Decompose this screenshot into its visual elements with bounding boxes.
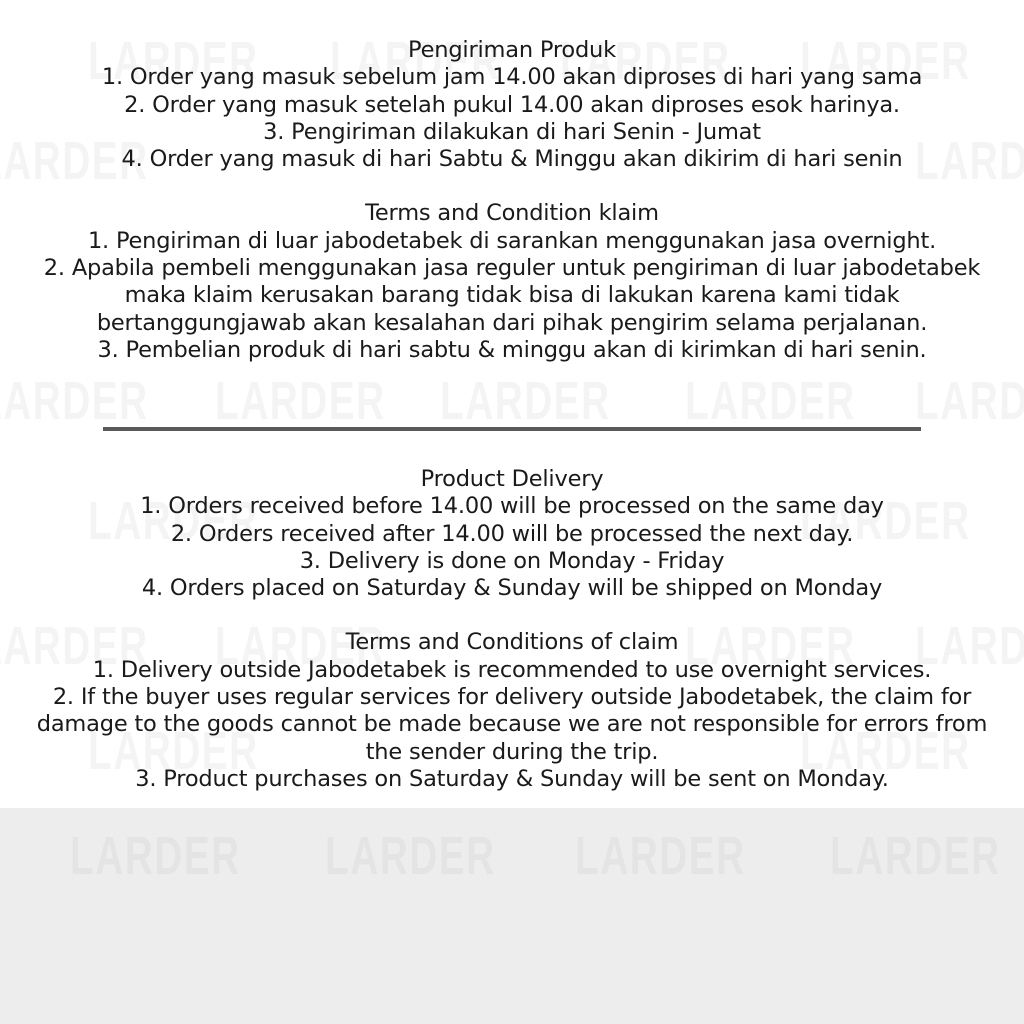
terms-item-en: 3. Product purchases on Saturday & Sunday will be sent on Monday. (135, 765, 889, 792)
delivery-item-en: 4. Orders placed on Saturday & Sunday will be shipped on Monday (141, 575, 883, 602)
watermark-logo (575, 825, 746, 887)
terms-item-id: 1. Pengiriman di luar jabodetabek di sarankan menggunakan jasa overnight. (87, 227, 937, 254)
section-divider (103, 427, 921, 431)
delivery-item-id: 2. Order yang masuk setelah pukul 14.00 akan diproses esok harinya. (124, 91, 900, 118)
watermark-logo (70, 825, 241, 887)
terms-title-en: Terms and Conditions of claim (345, 629, 679, 656)
terms-item-en: 2. If the buyer uses regular services for delivery outside Jabodetabek, the claim for damage to the goods cannot be made because we are not responsible for errors from the sender during the trip. (36, 684, 988, 765)
watermark-logo (325, 825, 496, 887)
delivery-item-en: 1. Orders received before 14.00 will be processed on the same day (140, 493, 884, 520)
delivery-item-id: 1. Order yang masuk sebelum jam 14.00 akan diproses di hari yang sama (101, 64, 923, 91)
indonesian-section (0, 37, 1024, 364)
terms-item-id: 3. Pembelian produk di hari sabtu & minggu akan di kirimkan di hari senin. (97, 336, 927, 363)
delivery-title-id: Pengiriman Produk (408, 37, 616, 63)
delivery-item-en: 3. Delivery is done on Monday - Friday (299, 547, 725, 574)
terms-title-id: Terms and Condition klaim (365, 200, 659, 227)
delivery-item-en: 2. Orders received after 14.00 will be processed the next day. (170, 520, 854, 547)
terms-item-en: 1. Delivery outside Jabodetabek is recommended to use overnight services. (92, 656, 932, 683)
delivery-title-en: Product Delivery (420, 466, 604, 492)
english-section (0, 466, 1024, 793)
delivery-item-id: 3. Pengiriman dilakukan di hari Senin - Jumat (263, 118, 761, 145)
delivery-item-id: 4. Order yang masuk di hari Sabtu & Minggu akan dikirim di hari senin (121, 146, 903, 173)
watermark-logo (830, 825, 1001, 887)
terms-item-id: 2. Apabila pembeli menggunakan jasa reguler untuk pengiriman di luar jabodetabek maka klaim kerusakan barang tidak bisa di lakukan karena kami tidak bertanggungjawab akan kesalahan dari pihak pengirim selama perjalanan. (43, 255, 981, 336)
